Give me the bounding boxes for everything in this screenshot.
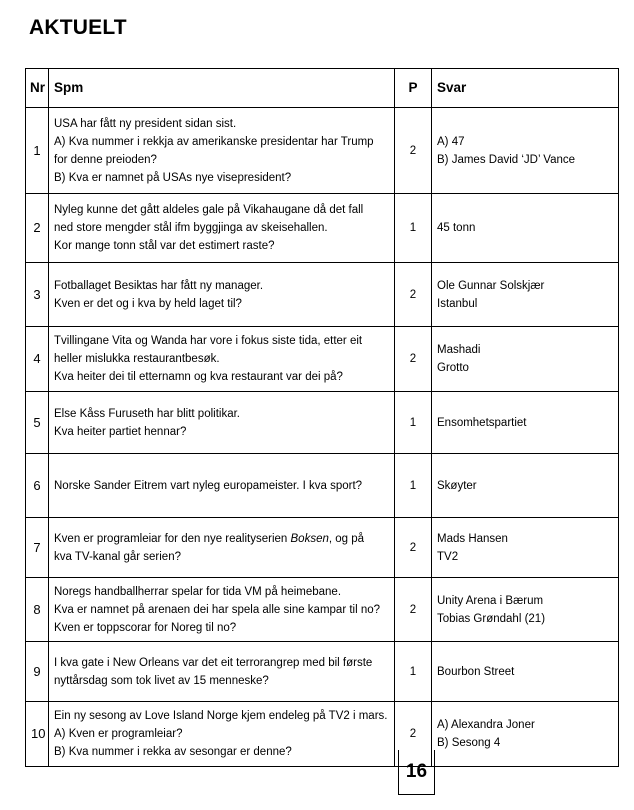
question-line: Noregs handballherrar spelar for tida VM på heimebane. [54, 585, 342, 598]
question-cell [49, 108, 395, 194]
question-cell [49, 263, 395, 327]
question-emphasis: Boksen [290, 532, 329, 545]
answer-cell [432, 578, 619, 642]
question-line: for denne preioden? [54, 153, 157, 166]
question-line: Kva heiter dei til etternamn og kva restaurant var dei på? [54, 371, 343, 383]
answer-line: A) Alexandra Joner [437, 719, 535, 731]
answer-line: TV2 [437, 550, 459, 563]
question-line: Kor mange tonn stål var det estimert raste? [54, 240, 275, 252]
header-p: P [395, 69, 432, 108]
question-line: A) Kva nummer i rekkja av amerikanske presidentar har Trump [54, 135, 374, 148]
row-number: 5 [26, 392, 49, 454]
answer-line: Skøyter [437, 479, 477, 492]
question-line: Kva er namnet på arenaen dei har spela alle sine kampar til no? [54, 603, 381, 616]
question-cell [49, 454, 395, 518]
table-row [26, 194, 619, 263]
header-nr: Nr [26, 69, 49, 108]
answer-line: Bourbon Street [437, 665, 515, 678]
question-cell [49, 578, 395, 642]
header-svar: Svar [432, 69, 619, 108]
answer-line: Grotto [437, 362, 469, 374]
question-line: Kven er toppscorar for Noreg til no? [54, 621, 237, 634]
table-row [26, 702, 619, 767]
table-row [26, 392, 619, 454]
question-text: , og på [328, 532, 365, 545]
quiz-body [26, 108, 619, 767]
question-cell [49, 392, 395, 454]
question-line: I kva gate i New Orleans var det eit terrorangrep med bil første [54, 656, 373, 669]
question-text: Kven er programleiar for den nye realityserien [54, 532, 291, 545]
table-row [26, 518, 619, 578]
points-cell: 1 [395, 642, 432, 702]
question-line: Kva heiter partiet hennar? [54, 425, 187, 438]
header-spm: Spm [49, 69, 395, 108]
points-cell: 2 [395, 578, 432, 642]
answer-cell [432, 108, 619, 194]
answer-cell [432, 642, 619, 702]
question-line: B) Kva er namnet på USAs nye visepresident? [54, 171, 292, 184]
question-line: kva TV-kanal går serien? [54, 550, 181, 563]
points-cell: 2 [395, 327, 432, 392]
row-number: 4 [26, 327, 49, 392]
answer-line: Unity Arena i Bærum [437, 594, 544, 607]
question-cell [49, 194, 395, 263]
answer-line: Istanbul [437, 297, 478, 310]
question-line: USA har fått ny president sidan sist. [54, 117, 237, 130]
table-row [26, 327, 619, 392]
points-cell: 2 [395, 518, 432, 578]
page-title: AKTUELT [29, 16, 127, 39]
answer-cell [432, 454, 619, 518]
question-line: heller mislukka restaurantbesøk. [54, 353, 220, 365]
answer-line: B) James David ‘JD’ Vance [437, 153, 576, 166]
answer-line: A) 47 [437, 135, 465, 148]
question-line: Ein ny sesong av Love Island Norge kjem endeleg på TV2 i mars. [54, 710, 388, 722]
table-row [26, 263, 619, 327]
question-line: Kven er det og i kva by held laget til? [54, 297, 242, 310]
row-number: 9 [26, 642, 49, 702]
question-cell [49, 642, 395, 702]
points-cell: 2 [395, 702, 432, 767]
quiz-table [25, 68, 619, 767]
table-row [26, 454, 619, 518]
question-line [54, 530, 389, 548]
answer-cell [432, 702, 619, 767]
row-number: 10 [26, 702, 49, 767]
question-line: Fotballaget Besiktas har fått ny manager. [54, 279, 264, 292]
row-number: 2 [26, 194, 49, 263]
answer-cell [432, 392, 619, 454]
row-number: 7 [26, 518, 49, 578]
header-row [26, 69, 619, 108]
answer-line: Ole Gunnar Solskjær [437, 279, 545, 292]
points-cell: 1 [395, 194, 432, 263]
question-cell [49, 327, 395, 392]
row-number: 8 [26, 578, 49, 642]
row-number: 1 [26, 108, 49, 194]
question-line: B) Kva nummer i rekka av sesongar er denne? [54, 746, 292, 758]
question-line: Norske Sander Eitrem vart nyleg europameister. I kva sport? [54, 479, 363, 492]
total-points: 16 [398, 750, 435, 795]
table-row [26, 642, 619, 702]
question-line: ned store mengder stål ifm byggjinga av skeisehallen. [54, 222, 328, 234]
answer-line: 45 tonn [437, 222, 476, 234]
question-line: A) Kven er programleiar? [54, 728, 183, 740]
question-line: Tvillingane Vita og Wanda har vore i fokus siste tida, etter eit [54, 335, 363, 347]
question-cell [49, 702, 395, 767]
question-line: Nyleg kunne det gått aldeles gale på Vikahaugane då det fall [54, 204, 364, 216]
points-cell: 1 [395, 454, 432, 518]
question-cell [49, 518, 395, 578]
answer-line: Mashadi [437, 344, 481, 356]
table-row [26, 578, 619, 642]
row-number: 3 [26, 263, 49, 327]
answer-line: Mads Hansen [437, 532, 508, 545]
answer-cell [432, 263, 619, 327]
answer-cell [432, 194, 619, 263]
question-line: Else Kåss Furuseth har blitt politikar. [54, 407, 240, 420]
answer-cell [432, 518, 619, 578]
answer-cell [432, 327, 619, 392]
answer-line: Tobias Grøndahl (21) [437, 612, 546, 625]
points-cell: 2 [395, 108, 432, 194]
table-row [26, 108, 619, 194]
question-line: nyttårsdag som tok livet av 15 menneske? [54, 674, 269, 687]
points-cell: 1 [395, 392, 432, 454]
row-number: 6 [26, 454, 49, 518]
points-cell: 2 [395, 263, 432, 327]
answer-line: B) Sesong 4 [437, 737, 501, 749]
answer-line: Ensomhetspartiet [437, 416, 527, 429]
